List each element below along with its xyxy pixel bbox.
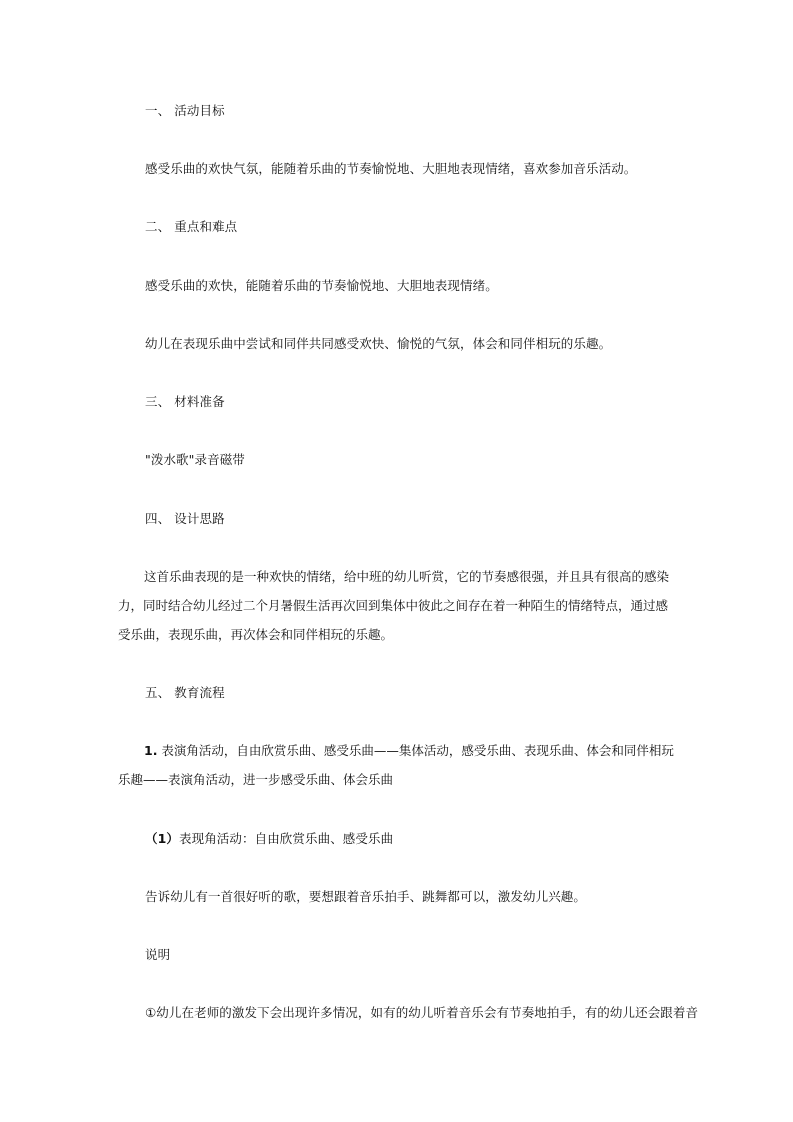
goal-text: 感受乐曲的欢快气氛，能随着乐曲的节奏愉悦地、大胆地表现情绪，喜欢参加音乐活动。 — [145, 161, 637, 176]
key-point-1: 感受乐曲的欢快，能随着乐曲的节奏愉悦地、大胆地表现情绪。 — [145, 278, 498, 293]
section-heading-process: 五、 教育流程 — [145, 685, 225, 700]
key-point-2: 幼儿在表现乐曲中尝试和同伴共同感受欢快、愉悦的气氛，体会和同伴相玩的乐趣。 — [145, 336, 612, 351]
substep-1-number: （1） — [145, 831, 179, 846]
substep-1-text: 表现角活动：自由欣赏乐曲、感受乐曲 — [179, 831, 394, 846]
step-1-paragraph — [118, 736, 676, 794]
explanation-label: 说明 — [145, 947, 171, 962]
section-heading-goals: 一、 活动目标 — [145, 103, 225, 118]
note-1-text: ①幼儿在老师的激发下会出现许多情况，如有的幼儿听着音乐会有节奏地拍手，有的幼儿还会跟着音 — [145, 1005, 699, 1020]
section-heading-design: 四、 设计思路 — [145, 511, 225, 526]
step-1-text: 表演角活动，自由欣赏乐曲、感受乐曲——集体活动，感受乐曲、表现乐曲、体会和同伴相玩乐趣——表演角活动，进一步感受乐曲、体会乐曲 — [118, 743, 674, 787]
step-1-number: 1. — [144, 743, 158, 758]
section-heading-materials: 三、 材料准备 — [145, 394, 225, 409]
tell-children-text: 告诉幼儿有一首很好听的歌，要想跟着音乐拍手、跳舞都可以，激发幼儿兴趣。 — [145, 889, 587, 904]
substep-1-line — [145, 831, 393, 847]
design-paragraph: 这首乐曲表现的是一种欢快的情绪，给中班的幼儿听赏，它的节奏感很强，并且具有很高的感染力，同时结合幼儿经过二个月暑假生活再次回到集体中彼此之间存在着一种陌生的情绪特点，通过感受乐曲，表现乐曲，再次体会和同伴相玩的乐趣。 — [118, 569, 670, 642]
section-heading-key-points: 二、 重点和难点 — [145, 219, 238, 234]
materials-text: "泼水歌"录音磁带 — [145, 452, 245, 467]
